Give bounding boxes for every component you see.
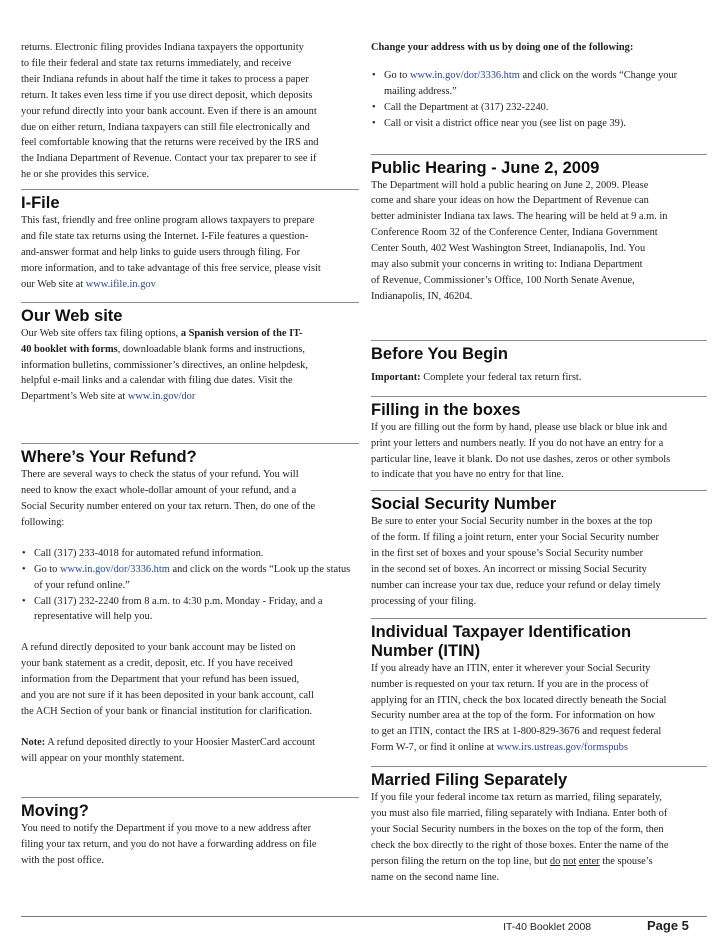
change-address-link[interactable]: www.in.gov/dor/3336.htm xyxy=(409,69,520,81)
ssn-heading: Social Security Number xyxy=(371,495,557,514)
section-divider xyxy=(21,189,359,190)
list-item: • Call (317) 233-4018 for automated refund information. xyxy=(34,546,359,562)
section-divider xyxy=(371,154,707,155)
list-item: • Call or visit a district office near you (see list on page 39). xyxy=(384,116,707,132)
right-column xyxy=(371,40,707,886)
list-item: • Call the Department at (317) 232-2240. xyxy=(384,100,707,116)
moving-heading: Moving? xyxy=(21,801,89,820)
before-you-begin-heading: Before You Begin xyxy=(371,344,508,363)
change-address-heading: Change your address with us by doing one of the following: xyxy=(371,42,634,53)
itin-paragraph: If you already have an ITIN, enter it wherever your Social Security number is requested on your tax return. If you are in the process of applying for an ITIN, check the box located directly beneath the Social Security number area at the top of the form. For information on how to get an ITIN, contact the IRS at 1-800-829-3676 and request federal Form W-7, or find it online at www.irs.ustreas.gov/formspubs xyxy=(371,662,667,754)
refund-note: Note: A refund deposited directly to your Hoosier MasterCard account will appear on your monthly statement. xyxy=(21,736,316,764)
married-filing-heading: Married Filing Separately xyxy=(371,771,568,790)
hearing-heading: Public Hearing - June 2, 2009 xyxy=(371,158,600,177)
refund-status-link[interactable]: www.in.gov/dor/3336.htm xyxy=(59,563,170,575)
refund-deposit-paragraph: A refund directly deposited to your bank account may be listed on your bank statement as a credit, deposit, etc. If you have received information from the Department that your refund has been issued, and you are not sure if it has been deposited in your bank account, call the ACH Section of your bank or financial institution for clarification. xyxy=(21,642,314,717)
filling-boxes-heading: Filling in the boxes xyxy=(371,400,521,419)
intro-paragraph: returns. Electronic filing provides Indiana taxpayers the opportunity to file their federal and state tax returns immediately, and receive their Indiana refunds in about half the time it takes to process a paper return. It takes even less time if you use direct deposit, which deposits your refund directly into your bank account. Even if there is an amount due on either return, Indiana taxpayers can still file electronically and feel comfortable knowing that the returns were received by the IRS and the Indiana Department of Revenue. Contact your tax preparer to see if he or she provides this service. xyxy=(21,42,319,181)
list-item: • Call (317) 232-2240 from 8 a.m. to 4:30 p.m. Monday - Friday, and a representative will help you. xyxy=(34,594,359,626)
ssn-paragraph: Be sure to enter your Social Security number in the boxes at the top of the form. If filing a joint return, enter your Social Security number in the first set of boxes and your spouse’s Social Security number in the second set of boxes. An incorrect or missing Social Security number can increase your tax due, reduce your refund or delay timely processing of your filing. xyxy=(371,516,661,607)
footer-booklet-title: IT-40 Booklet 2008 xyxy=(503,921,592,933)
irs-forms-link[interactable]: www.irs.ustreas.gov/formspubs xyxy=(496,742,628,754)
list-item: • Go to www.in.gov/dor/3336.htm and click on the words “Change your mailing address.” xyxy=(384,68,707,100)
page-number: Page 5 xyxy=(647,918,689,933)
dor-website-link[interactable]: www.in.gov/dor xyxy=(127,391,196,403)
section-divider xyxy=(371,766,707,767)
section-divider xyxy=(21,302,359,303)
refund-options-list xyxy=(21,546,359,626)
moving-paragraph: You need to notify the Department if you move to a new address after filing your tax return, and you do not have a forwarding address on file with the post office. xyxy=(21,822,317,866)
left-column xyxy=(21,40,359,868)
important-paragraph: Important: Complete your federal tax return first. xyxy=(371,371,582,383)
married-filing-paragraph: If you file your federal income tax return as married, filing separately, you must also file married, filing separately with Indiana. Enter both of your Social Security numbers in the boxes on the top of the form, then check the box directly to the right of those boxes. Enter the name of the person filing the return on the top line, but do not enter the spouse’s name on the second name line. xyxy=(371,792,669,883)
itin-heading: Individual Taxpayer Identification Number (ITIN) xyxy=(371,622,632,660)
refund-intro: There are several ways to check the status of your refund. You will need to know the exact whole-dollar amount of your refund, and a Social Security number entered on your tax return. Then, do one of the following: xyxy=(21,469,316,528)
ifile-link[interactable]: www.ifile.in.gov xyxy=(85,278,156,290)
change-address-list xyxy=(371,68,707,132)
website-paragraph: Our Web site offers tax filing options, a Spanish version of the IT- 40 booklet with forms, downloadable blank forms and instructions, information bulletins, commissioner’s directives, an online helpdesk, helpful e-mail links and a calendar with filing due dates. Visit the Department’s Web site at www.in.gov/dor xyxy=(21,327,308,403)
section-divider xyxy=(371,340,707,341)
refund-heading: Where’s Your Refund? xyxy=(21,448,197,467)
website-heading: Our Web site xyxy=(21,306,123,325)
footer-rule xyxy=(21,916,707,917)
ifile-paragraph: This fast, friendly and free online program allows taxpayers to prepare and file state tax returns using the Internet. I-File features a question- and-answer format and help links to guide users through filing. For more information, and to take advantage of this free service, please visit our Web site at www.ifile.in.gov xyxy=(21,215,321,290)
section-divider xyxy=(21,443,359,444)
ifile-heading: I-File xyxy=(21,194,60,213)
section-divider xyxy=(371,490,707,491)
list-item: • Go to www.in.gov/dor/3336.htm and click on the words “Look up the status of your refund online.” xyxy=(34,562,359,594)
filling-boxes-paragraph: If you are filling out the form by hand, please use black or blue ink and print your letters and numbers neatly. If you do not have an entry for a particular line, leave it blank. Do not use dashes, zeros or other symbols to indicate that you have no entry for that line. xyxy=(371,421,671,481)
hearing-paragraph: The Department will hold a public hearing on June 2, 2009. Please come and share your ideas on how the Department of Revenue can better administer Indiana tax laws. The hearing will be held at 9 a.m. in Conference Room 32 of the Conference Center, Indiana Government Center South, 402 West Washington Street, Indianapolis, Ind. You may also submit your concerns in writing to: Indiana Department of Revenue, Commissioner’s Office, 100 North Senate Avenue, Indianapolis, IN, 46204. xyxy=(371,179,668,302)
section-divider xyxy=(371,618,707,619)
section-divider xyxy=(21,797,359,798)
section-divider xyxy=(371,396,707,397)
